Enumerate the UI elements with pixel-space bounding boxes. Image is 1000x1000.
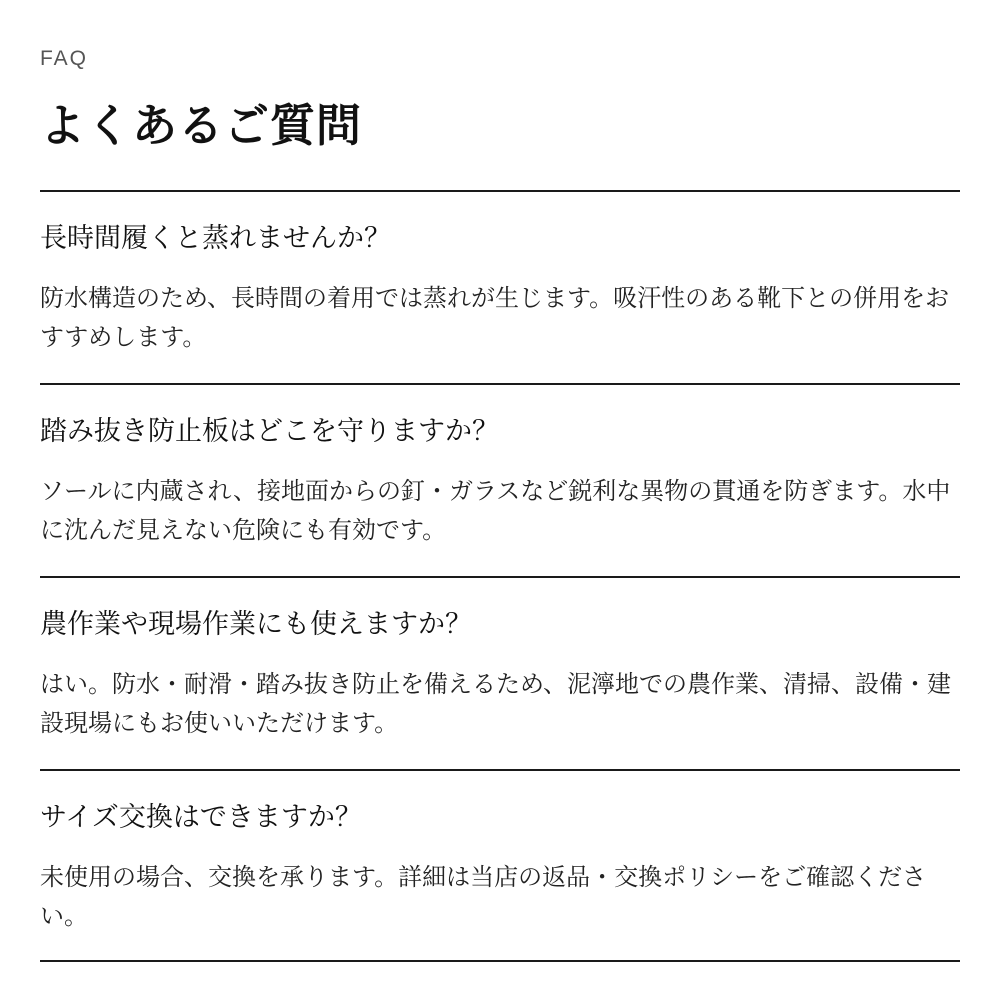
faq-answer: はい。防水・耐滑・踏み抜き防止を備えるため、泥濘地での農作業、清掃、設備・建設現場にもお使いいただけます。: [40, 670, 952, 737]
faq-list: [40, 190, 960, 962]
faq-item: [40, 576, 960, 769]
faq-answer: 防水構造のため、長時間の着用では蒸れが生じます。吸汗性のある靴下との併用をおすすめします。: [40, 284, 950, 351]
faq-question: 長時間履くと蒸れませんか？: [40, 223, 391, 254]
page-title: よくあるご質問: [40, 99, 363, 152]
faq-answer: 未使用の場合、交換を承ります。詳細は当店の返品・交換ポリシーをご確認ください。: [40, 863, 927, 930]
faq-item: [40, 190, 960, 383]
faq-question: サイズ交換はできますか？: [40, 802, 362, 833]
faq-question: 農作業や現場作業にも使えますか？: [40, 609, 472, 640]
faq-item: [40, 383, 960, 576]
faq-question: 踏み抜き防止板はどこを守りますか？: [40, 416, 499, 447]
section-eyebrow: FAQ: [40, 47, 89, 70]
faq-item: [40, 769, 960, 962]
faq-answer: ソールに内蔵され、接地面からの釘・ガラスなど鋭利な異物の貫通を防ぎます。水中に沈んだ見えない危険にも有効です。: [40, 477, 951, 544]
